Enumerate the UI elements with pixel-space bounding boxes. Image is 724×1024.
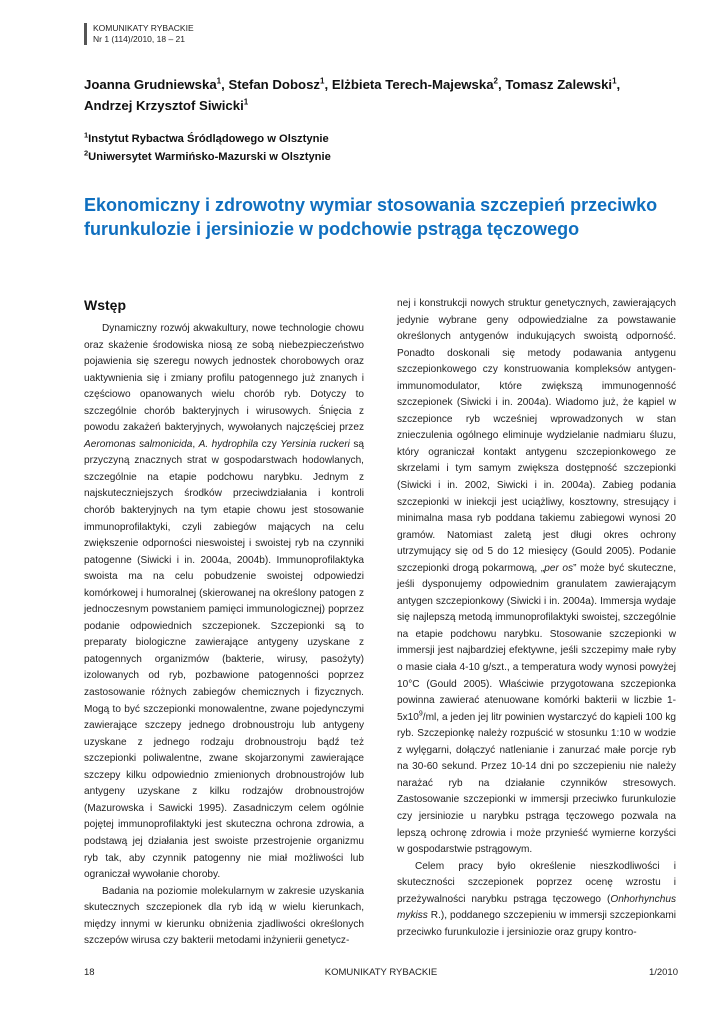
latin-term: per os <box>544 562 574 574</box>
author-affiliation-mark: 1 <box>320 76 325 86</box>
author-affiliation-mark: 2 <box>493 76 498 86</box>
page-footer <box>84 967 678 981</box>
author-affiliation-mark: 1 <box>612 76 617 86</box>
species-name: A. hydrophila <box>198 438 259 450</box>
paragraph: Badania na poziomie molekularnym w zakresie uzyskania skutecznych szczepionek dla ryb idą w wielu kierunkach, między innymi w kierunku obniżenia zjadliwości określonych szczepów wirusa czy bakterii metodami inżynierii genetycz- <box>84 885 364 947</box>
footer-journal: KOMUNIKATY RYBACKIE <box>324 967 438 978</box>
affiliation-2: $^2$Uniwersytet Warmińsko-Mazurski w Olsztynie <box>84 148 331 163</box>
species-name: Yersinia ruckeri <box>280 438 350 450</box>
affiliation-1: $^1$Instytut Rybactwa Śródlądowego w Olsztynie <box>84 130 329 145</box>
species-name: Aeromonas salmonicida <box>84 438 193 450</box>
paragraph: Celem pracy było określenie nieszkodliwości i skuteczności szczepionek poprzez ocenę wzrostu i przeżywalności narybku pstrąga tęczowego (Onhorhynchus mykiss R.), poddanego szczepieniu w immersji szczepionkami przeciwko furunkulozie i jersiniozie oraz grupy kontro- <box>397 860 676 938</box>
section-heading: Wstęp <box>84 297 126 313</box>
body-column-right <box>397 296 676 941</box>
journal-issue: Nr 1 (114)/2010, 18 – 21 <box>93 34 185 44</box>
author-name: Andrzej Krzysztof Siwicki <box>84 98 244 113</box>
paragraph: Dynamiczny rozwój akwakultury, nowe technologie chowu oraz skażenie środowiska niosą ze sobą niebezpieczeństwo pojawienia się szeregu nowych jednostek chorobowych oraz uaktywnienia się i zmiany profilu patogennego już znanych i częściowo opanowanych wielu chorób ryb. Dotyczy to szczególnie chorób bakteryjnych i wirusowych. Śnięcia z powodu zakażeń bakteryjnych, wywołanych najczęściej przez Aeromonas salmonicida, A. hydrophila czy Yersinia ruckeri są przyczyną znacznych strat w gospodarstwach hodowlanych, szczególnie na etapie podchowu narybku. Jednym z najskuteczniejszych środków przeciwdziałania i kontroli chorób bakteryjnych na tym etapie chowu jest stosowanie immunoprofilaktyki, czyli zabiegów mających na celu zwiększenie odporności nieswoistej i swoistej ryb na czynniki patogenne (Siwicki i in. 2004a, 2004b). Immunoprofilaktyka swoista ma na celu pobudzenie swoistej odpowiedzi komórkowej i humoralnej (skierowanej na określony patogen z jednoczesnym powstaniem pamięci immunologicznej) poprzez podanie odpowiednich szczepionek. Szczepionki są to preparaty biologiczne zawierające antygeny uzyskane z patogennych organizmów (bakterie, wirusy, pasożyty) izolowanych od ryb, pozbawione patogenności poprzez zastosowanie różnych zabiegów chemicznych i fizycznych. Mogą to być szczepionki monowalentne, zwane pojedynczymi zawierające szczepy jednego drobnoustroju lub antygeny uzyskane z jednego rodzaju drobnoustroju bądź też szczepionki poliwalentne, zwane skojarzonymi zawierające szczepy kilku odpowiednio zmienionych drobnoustrojów lub antygeny uzyskane z kilku rodzajów drobnoustrojów (Mazurowska i Sawicki 1995). Zasadniczym celem ogólnie pojętej immunoprofilaktyki jest skuteczna ochrona zdrowia, a podstawą jej działania jest swoiste przestrojenie organizmu ryb tak, aby czynnik patogenny nie miał możliwości lub ograniczał wywołanie choroby. <box>84 323 365 881</box>
footer-issue: 1/2010 <box>648 967 678 978</box>
affiliations <box>84 130 684 166</box>
author-name: Joanna Grudniewska <box>84 77 217 92</box>
paragraph: nej i konstrukcji nowych struktur genetycznych, zawierających jedynie wybrane geny odpowiedzialne za powstawanie określonych antygenów indukujących swoistą odporność. Ponadto doskonali się metody podawania antygenu szczepionkowego czy konstruowania kompleksów antygen-immunomodulator, które zwiększą immunogenność szczepionek (Siwicki i in. 2004a). Wiadomo już, że kąpiel w szczepionce ryb wcześniej wprowadzonych w stan znieczulenia ogólnego eliminuje wydzielanie nadmiaru śluzu, który ograniczał kontakt antygenu szczepionkowego ze skrzelami i tym samym zwiększa dostępność szczepionki (Siwicki i in. 2002, Siwicki i in. 2004a). Zabieg podania szczepionki w iniekcji jest uciążliwy, kosztowny, stresujący i minimalna masa ryb poddana takiemu zabiegowi wynosi 20 gramów. Natomiast zaletą jest długi okres ochrony utrzymujący się od 5 do 12 miesięcy (Gould 2005). Podanie szczepionki drogą pokarmową, „per os” może być skuteczne, jeśli dysponujemy odpowiednim granulatem zawierającym antygen szczepionkowy (Siwicki i in. 2004a). Immersja wydaje się najlepszą metodą immunoprofilaktyki swoistej, szczególnie na etapie podchowu narybku. Stosowanie szczepionki w immersji jest najbardziej efektywne, jeśli szczepimy małe ryby o masie ciała 4-10 g/szt., a temperatura wody wynosi powyżej 10°C (Gould 2005). Właściwie przygotowana szczepionka powinna zawierać atenuowane komórki bakterii w liczbie $1-5x10^9/ml$, a jeden jej litr powinien wystarczyć do kąpieli 100 kg ryb. Szczepionkę należy rozpuścić w stosunku 1:10 w wodzie z wylęgarni, dołączyć natlenianie i zanurzać małe porcje ryb na 30-60 sekund. Przez 10-14 dni po szczepieniu nie należy narażać ryb na działanie czynników stresowych. Zastosowanie szczepionki w immersji przeciwko furunkulozie czy jersiniozie u narybku pstrąga tęczowego pozwala na lepszą ochronę zdrowia i może przynieść wymierne korzyści w gospodarstwie pstrągowym. <box>397 298 676 856</box>
author-name: Elżbieta Terech-Majewska <box>331 77 494 92</box>
species-name: Onhorhynchus mykiss <box>397 893 676 922</box>
author-affiliation-mark: 1 <box>243 97 249 107</box>
journal-header <box>84 23 194 45</box>
author-affiliation-mark: 1 <box>216 76 222 86</box>
page-number: 18 <box>84 967 95 978</box>
author-name: Tomasz Zalewski <box>505 77 613 92</box>
author-list: Joanna Grudniewska$^1$, Stefan Dobosz$^1$, Elżbieta Terech-Majewska$^2$, Tomasz Zalewski$^1$, Andrzej Krzysztof Siwicki$^1$ <box>84 76 621 113</box>
exponent: 9 <box>418 710 423 718</box>
body-column-left <box>84 321 364 950</box>
author-name: Stefan Dobosz <box>228 77 321 92</box>
journal-name: KOMUNIKATY RYBACKIE <box>93 23 194 33</box>
article-title: Ekonomiczny i zdrowotny wymiar stosowania szczepień przeciwko furunkulozie i jersiniozie w podchowie pstrąga tęczowego <box>84 195 658 239</box>
